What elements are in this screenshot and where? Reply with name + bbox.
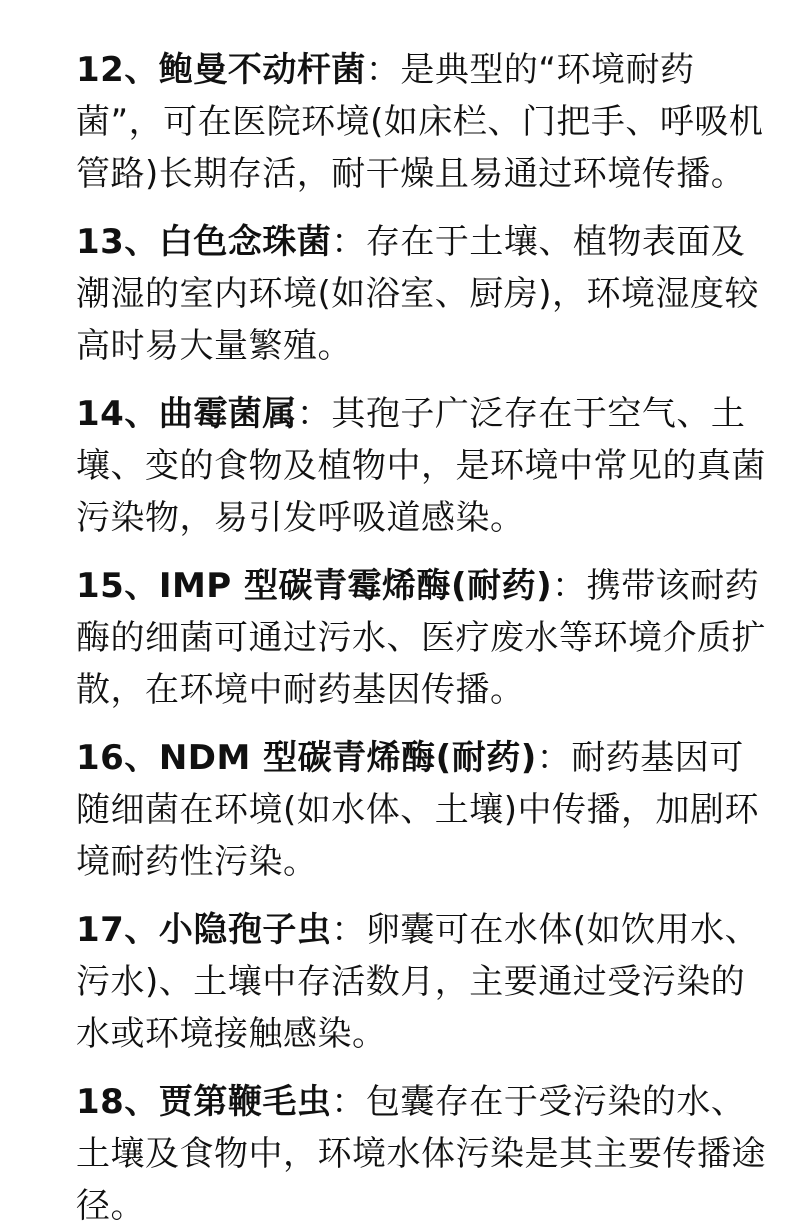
- entry-description: ：携带该耐药酶的细菌可通过污水、医疗废水等环境介质扩散，在环境中耐药基因传播。: [76, 566, 766, 710]
- entry-description: ：卵囊可在水体(如饮用水、污水)、土壤中存活数月，主要通过受污染的水或环境接触感染。: [76, 910, 760, 1054]
- entry-cryptosporidium-parvum: [76, 904, 766, 1060]
- entry-term: 13、白色念珠菌: [76, 222, 332, 262]
- entry-term: 17、小隐孢子虫: [76, 910, 332, 950]
- entry-description: ：耐药基因可随细菌在环境(如水体、土壤)中传播，加剧环境耐药性污染。: [76, 738, 760, 882]
- entry-ndm-carbapenemase: [76, 732, 766, 888]
- document-body: [76, 44, 766, 1232]
- entry-description: ：存在于土壤、植物表面及潮湿的室内环境(如浴室、厨房)，环境湿度较高时易大量繁殖。: [76, 222, 760, 366]
- entry-term: 15、IMP 型碳青霉烯酶(耐药): [76, 566, 553, 606]
- entry-imp-carbapenemase: [76, 560, 766, 716]
- entry-term: 16、NDM 型碳青烯酶(耐药): [76, 738, 537, 778]
- entry-acinetobacter-baumannii: [76, 44, 766, 200]
- entry-description: ：其孢子广泛存在于空气、土壤、变的食物及植物中，是环境中常见的真菌污染物，易引发呼吸道感染。: [76, 394, 766, 538]
- entry-aspergillus: [76, 388, 766, 544]
- entry-term: 14、曲霉菌属: [76, 394, 297, 434]
- entry-term: 18、贾第鞭毛虫: [76, 1082, 332, 1122]
- entry-giardia-lamblia: [76, 1076, 766, 1232]
- entry-term: 12、鲍曼不动杆菌: [76, 50, 366, 90]
- entry-description: ：是典型的“环境耐药菌”，可在医院环境(如床栏、门把手、呼吸机管路)长期存活，耐干燥且易通过环境传播。: [76, 50, 764, 194]
- entry-description: ：包囊存在于受污染的水、土壤及食物中，环境水体污染是其主要传播途径。: [76, 1082, 766, 1226]
- entry-candida-albicans: [76, 216, 766, 372]
